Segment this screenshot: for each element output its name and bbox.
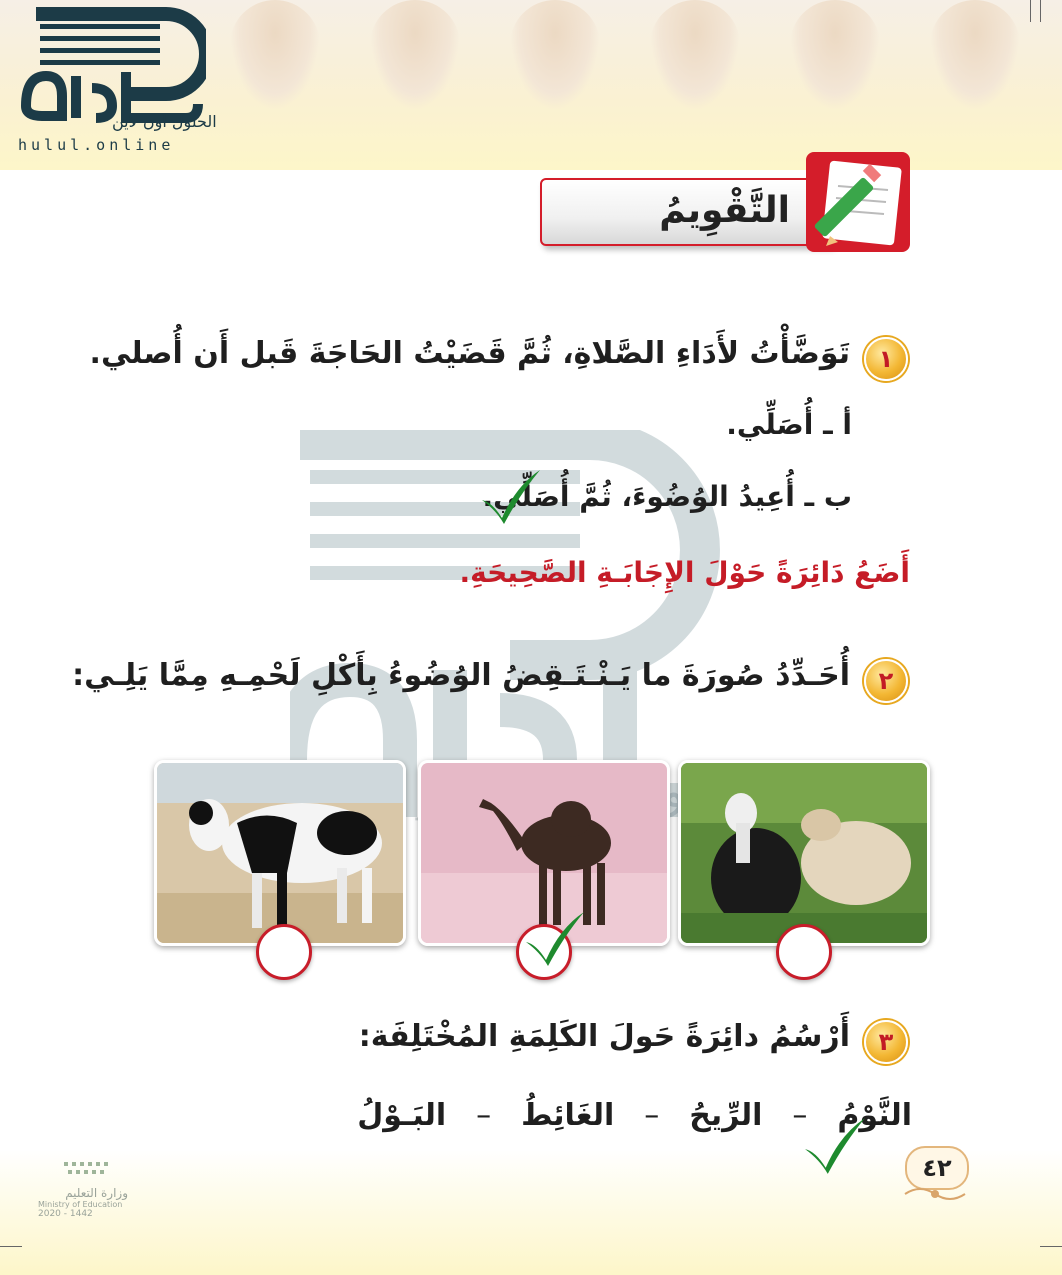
cow-illustration [157,763,403,943]
ministry-block [38,1186,128,1219]
q1-option-a[interactable]: أ ـ أُصَلِّي. [726,408,852,441]
logo-url: hulul.online [18,136,175,154]
ornament-flourish-icon [900,1184,970,1204]
q3-separator: – [476,1097,492,1133]
crop-mark [0,1246,22,1247]
cow-answer-circle[interactable] [256,924,312,980]
question-number-3: ٣ [864,1020,908,1064]
checkmark-icon [478,466,544,526]
q3-word-feces[interactable]: الغَائِطُ [521,1097,615,1133]
edition-year: 2020 - 1442 [38,1209,93,1219]
question-number-1: ١ [864,337,908,381]
ornament [230,0,320,110]
q3-separator: – [644,1097,660,1133]
q1-instruction: أَضَعُ دَائِرَةً حَوْلَ الإِجَابَـةِ الصَّحِيحَةِ. [459,556,910,589]
crop-mark [1040,0,1041,22]
checkmark-icon [522,908,588,968]
hulul-logo [16,6,206,156]
ornament [930,0,1020,110]
page-title: التَّقْوِيمُ [659,190,790,231]
ornament [790,0,880,110]
ministry-name-en: Ministry of Education [38,1200,123,1209]
q3-word-wind[interactable]: الرِّيحُ [689,1097,763,1133]
pencil-notebook-icon [806,152,910,252]
crop-mark [1030,0,1031,22]
section-title-box [540,178,834,246]
ministry-name-ar: وزارة التعليم [65,1186,128,1200]
page-number: ٤٢ [905,1146,969,1190]
question-3-text: أَرْسُمُ دائِرَةً حَولَ الكَلِمَةِ المُخْتَلِفَة: [358,1019,850,1054]
title-icon-box [806,152,910,252]
sheep-image[interactable] [678,760,930,946]
question-1-text: تَوَضَّأْتُ لأَدَاءِ الصَّلاةِ، ثُمَّ قَضَيْتُ الحَاجَةَ قَبل أَن أُصلي. [89,336,850,371]
ornament [510,0,600,110]
q1-option-b[interactable]: ب ـ أُعِيدُ الوُضُوءَ، ثُمَّ أُصَلِّي. [482,480,852,513]
crop-mark [1040,1246,1062,1247]
ornament [650,0,740,110]
checkmark-icon [800,1114,870,1176]
ministry-logo-icon [60,1158,120,1182]
question-2-text: أُحَـدِّدُ صُورَةَ ما يَـنْـتَـقِضُ الوُضُوءُ بِأَكْلِ لَحْمِـهِ مِمَّا يَلِـي: [72,658,850,693]
q3-word-sleep[interactable]: النَّوْمُ [837,1097,912,1133]
q3-word-urine[interactable]: البَـوْلُ [357,1097,447,1133]
cow-image[interactable] [154,760,406,946]
footer-band [0,1150,1062,1275]
sheep-answer-circle[interactable] [776,924,832,980]
q3-separator: – [792,1097,808,1133]
ornament [370,0,460,110]
question-number-2: ٢ [864,659,908,703]
sheep-illustration [681,763,927,943]
logo-tagline: الحلول اون لاين [112,112,217,131]
